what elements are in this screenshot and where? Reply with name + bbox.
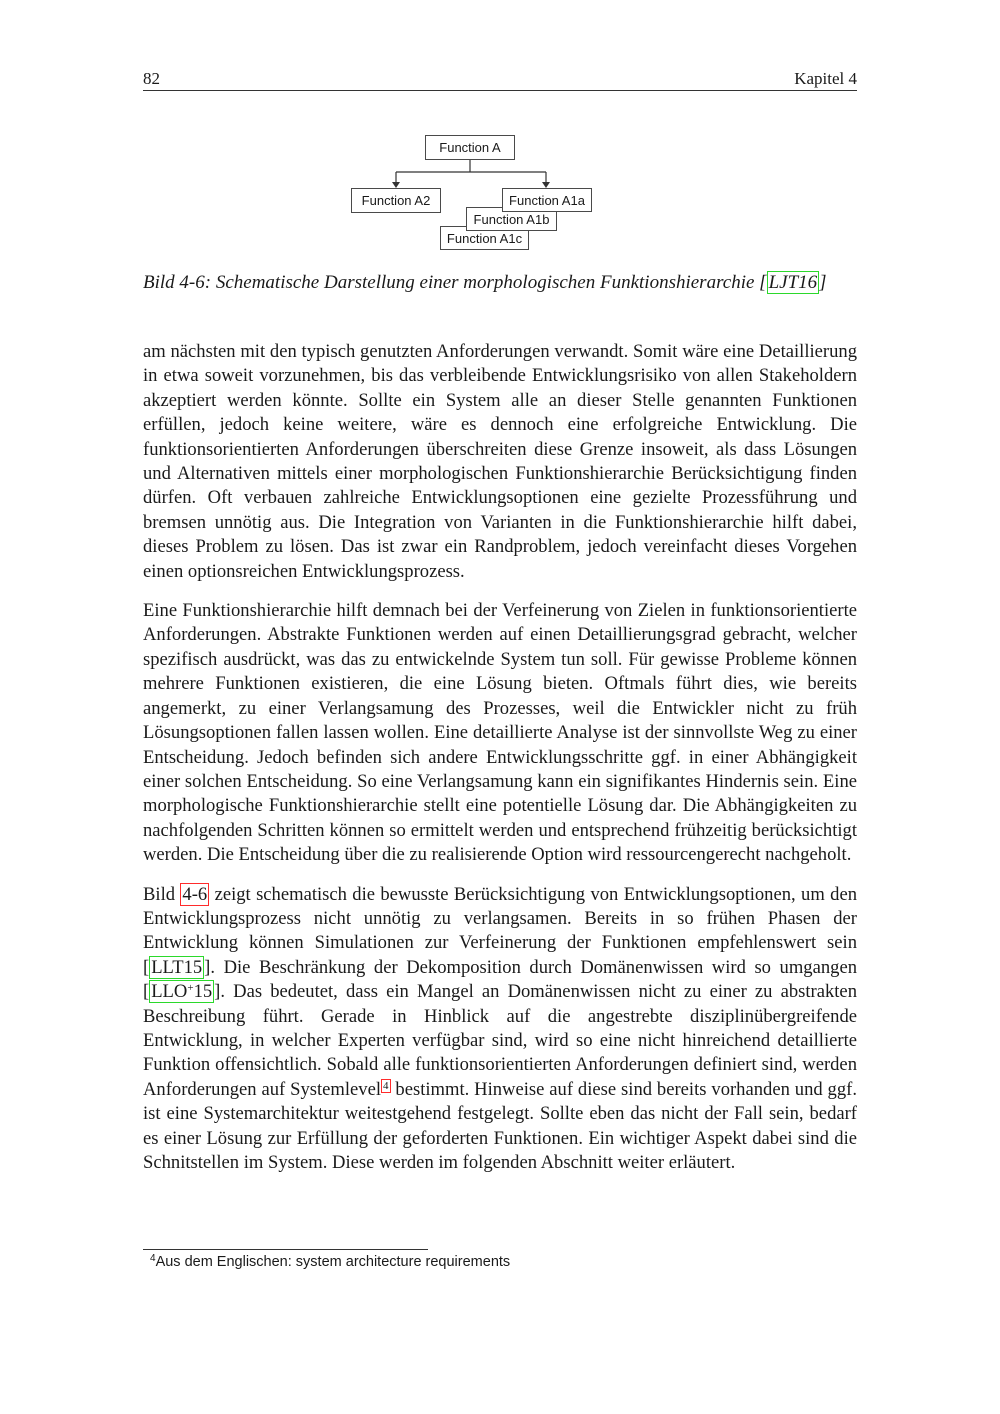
text-span: bestimmt. Hinweise auf diese sind bereits vorhanden und ggf. ist eine Systemarchitektur weitestgehend festgelegt. Sollte eben das nicht der Fall sein, bedarf es einer Lösung zur Erfüllung der geforderten Funktionen. Ein wichtiger Aspekt dabei sind die Schnitstellen im System. Diese werden im folgenden Abschnitt weiter erläutert.	[143, 1078, 857, 1173]
function-a1b-box: Function A1b	[466, 207, 557, 231]
footnote-ref-link[interactable]: 4	[383, 1079, 389, 1092]
citation-link-llo15[interactable]	[149, 980, 214, 1003]
function-a1c-box: Function A1c	[440, 226, 529, 250]
caption-label: Bild 4-6	[143, 272, 205, 293]
footnote-divider	[143, 1249, 428, 1250]
citation-text: 15	[193, 981, 213, 1003]
footnote	[150, 1254, 510, 1270]
caption-bracket-close: ]	[819, 272, 827, 293]
page-number: 82	[143, 69, 160, 88]
citation-link-llt15[interactable]: LLT15	[151, 956, 203, 978]
text-span: ]. Das bedeutet, dass ein Mangel an Domänenwissen nicht zu einer zu abstrakten Beschreibung führt. Gerade in Hinblick auf die angestrebte disziplinübergreifende Entwicklung, in welcher Experten verfügbar sind, wird so eine nicht hinreichend detaillierte Funktion offensichtlich. Sobald alle funktionsorientierten Anforderungen definiert sind, werden Anforderungen auf Systemlevel	[143, 981, 857, 1100]
paragraph-3	[143, 883, 857, 1176]
body-text	[143, 340, 857, 1190]
function-a1a-box: Function A1a	[502, 188, 592, 212]
paragraph-2: Eine Funktionshierarchie hilft demnach bei der Verfeinerung von Zielen in funktionsorientierte Anforderungen. Abstrakte Funktionen werden auf einen Detaillierungsgrad gebracht, welcher spezifisch ausdrückt, was das zu entwickelnde System tun soll. Für gewisse Probleme können mehrere Funktionen existieren, die eine Lösung bieten. Oftmals führt dies, wie bereits angemerkt, zu einer Verlangsamung des Prozesses, weil die Entwickler nicht zu früh Lösungsoptionen fallen lassen wollen. Eine detaillierte Analyse ist der sinnvollste Weg zu einer Entscheidung. Jedoch befinden sich andere Entwicklungsschritte ggf. in einer Abhängigkeit einer solchen Entscheidung. So eine Verlangsamung kann ein signifikantes Hindernis sein. Eine morphologische Funktionshierarchie stellt eine potentielle Lösung dar. Die Abhängigkeiten zu nachfolgenden Schritten können so ermittelt werden und entsprechend frühzeitig berücksichtigt werden. Die Entscheidung über die zu realisierende Option wird ressourcengerecht nachgeholt.	[143, 600, 857, 866]
text-span: Bild	[143, 883, 181, 905]
citation-sup: +	[187, 982, 194, 995]
caption-text: : Schematische Darstellung einer morphologischen Funktionshierarchie	[204, 272, 760, 293]
figure-caption	[143, 272, 863, 294]
function-hierarchy-figure	[0, 0, 1000, 260]
text-span: zeigt schematisch die bewusste Berücksichtigung von Entwicklungsoptionen, um den Entwicklungsprozess nicht unnötig zu verlangsamen. Bereits in so frühen Phasen der Entwicklung können Simulationen zur Verfeinerung der Funktionen empfehlenswert sein [	[143, 883, 858, 978]
function-a2-box: Function A2	[351, 188, 441, 213]
text-span: ]. Die Beschränkung der Dekomposition durch Domänenwissen wird so umgangen [	[143, 956, 857, 1003]
citation-link-ljt16[interactable]: LJT16	[768, 272, 818, 293]
caption-bracket-open: [	[759, 272, 767, 293]
citation-text: LLO	[151, 981, 188, 1003]
chapter-title: Kapitel 4	[794, 69, 857, 88]
footnote-text: Aus dem Englischen: system architecture requirements	[155, 1254, 511, 1270]
footnote-number: 4	[150, 1253, 156, 1264]
function-a-box: Function A	[425, 135, 515, 160]
figure-ref-link[interactable]: 4-6	[182, 883, 208, 905]
paragraph-1: am nächsten mit den typisch genutzten Anforderungen verwandt. Somit wäre eine Detaillierung in etwa soweit vorzunehmen, bis das verbleibende Entwicklungsrisiko von allen Stakeholdern akzeptiert werden könnte. Sollte ein System alle an dieser Stelle genannten Funktionen erfüllen, jedoch keine weitere, wäre es dennoch eine erfolgreiche Entwicklung. Die funktionsorientierten Anforderungen überschreiten diese Grenze insoweit, als dass Lösungen und Alternativen mittels einer morphologischen Funktionshierarchie Berücksichtigung finden dürfen. Oft verbauen zahlreiche Entwicklungsoptionen eine gezielte Prozessführung und bremsen unnötig aus. Die Integration von Varianten in die Funktionshierarchie hilft dabei, dieses Problem zu lösen. Das ist zwar ein Randproblem, jedoch vereinfacht dieses Vorgehen einen optionsreichen Entwicklungsprozess.	[143, 341, 857, 582]
